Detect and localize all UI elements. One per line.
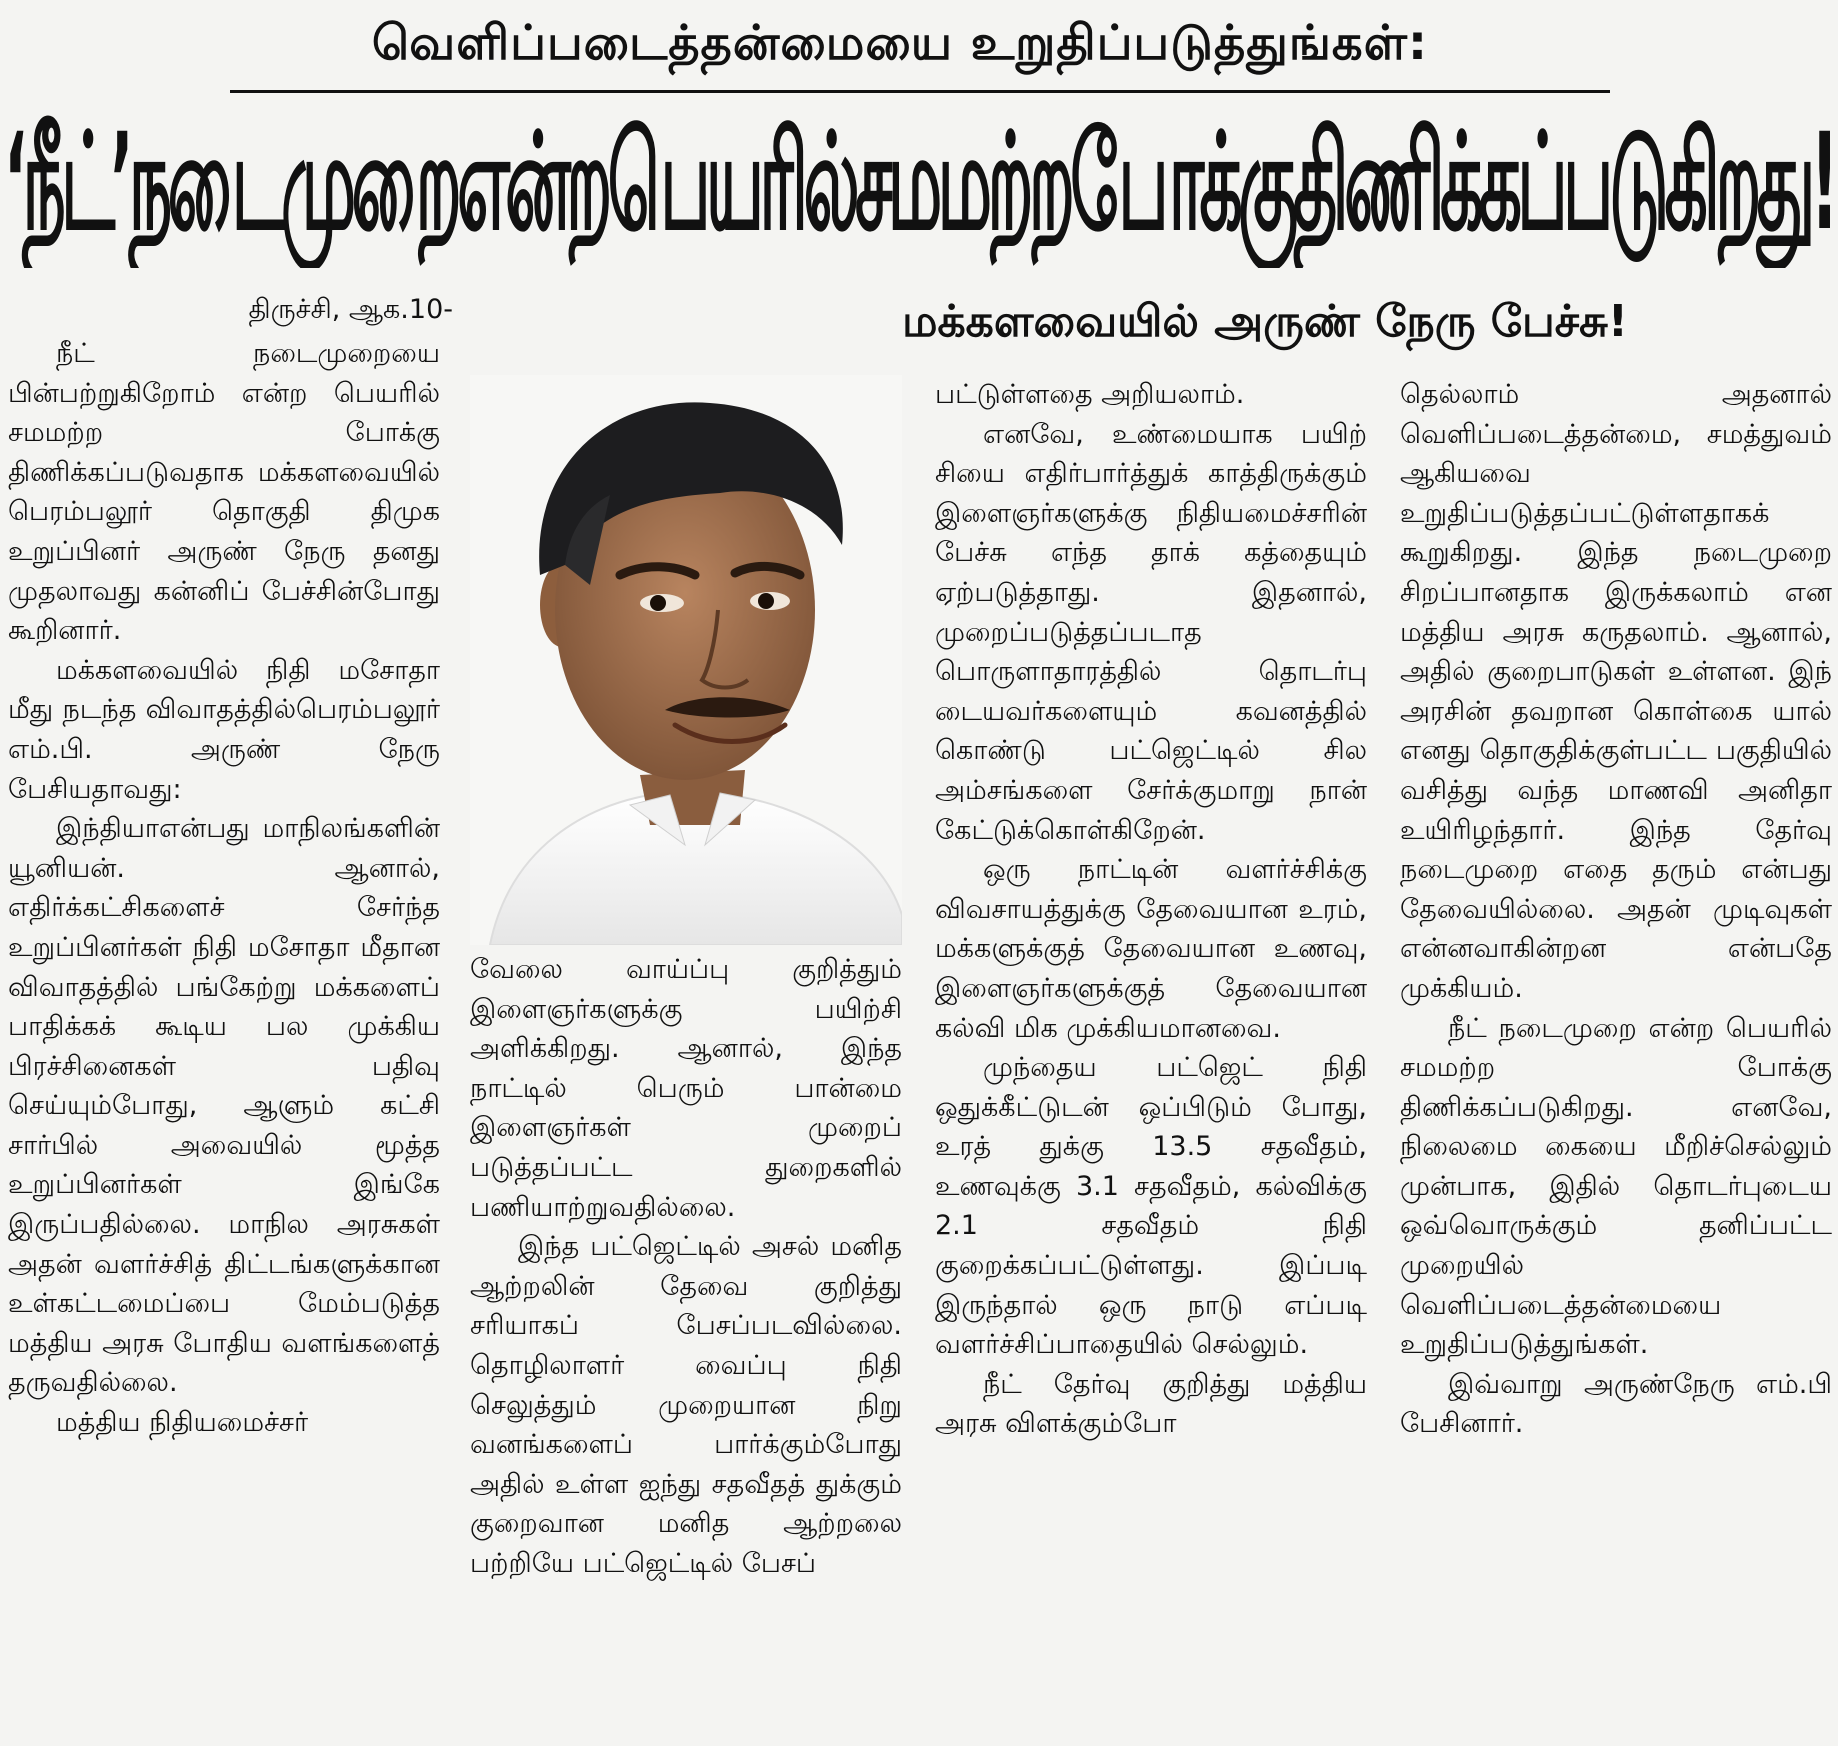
subheadline: மக்களவையில் அருண் நேரு பேச்சு!	[902, 296, 1628, 347]
kicker-underline	[230, 90, 1610, 93]
article-paragraph: பட்டுள்ளதை அறியலாம்.	[935, 379, 1245, 410]
headline-text: ‘நீட்’நடைமுறைஎன்றபெயரில்சமமற்றபோக்குதிணிக்கப்படுகிறது!	[4, 105, 1834, 261]
portrait-photo	[470, 375, 902, 945]
article-paragraph: மக்களவையில் நிதி மசோதா மீது நடந்த விவாதத்தில்பெரம்பலூர் எம்.பி. அருண் நேரு பேசியதாவது:	[8, 654, 440, 805]
article-column-2	[470, 950, 902, 1734]
article-paragraph: வேலை வாய்ப்பு குறித்தும் இளைஞர்களுக்கு பயிற்சி அளிக்கிறது. ஆனால், இந்த நாட்டில் பெரும் பான்மை இளைஞர்கள் முறைப் படுத்தப்பட்ட துறைகளில் பணியாற்றுவதில்லை.	[470, 954, 902, 1223]
article-paragraph: மத்திய நிதியமைச்சர்	[56, 1407, 309, 1439]
article-paragraph: ஒரு நாட்டின் வளர்ச்சிக்கு விவசாயத்துக்கு தேவையான உரம், மக்களுக்குத் தேவையான உணவு, இளைஞர்களுக்குத் தேவையான கல்வி மிக முக்கியமானவை.	[935, 854, 1367, 1044]
kicker-heading: வெளிப்படைத்தன்மையை உறுதிப்படுத்துங்கள்:	[371, 15, 1429, 71]
article-paragraph: தெல்லாம் அதனால் வெளிப்படைத்தன்மை, சமத்துவம் ஆகியவை உறுதிப்படுத்தப்பட்டுள்ளதாகக் கூறுகிறது. இந்த நடைமுறை சிறப்பானதாக இருக்கலாம் என மத்திய அரசு கருதலாம். ஆனால், அதில் குறைபாடுகள் உள்ளன. இந் அரசின் தவறான கொள்கை யால் எனது தொகுதிக்குள்பட்ட பகுதியில் வசித்து வந்த மாணவி அனிதா உயிரிழந்தார். இந்த தேர்வு நடைமுறை எதை தரும் என்பது தேவையில்லை. அதன் முடிவுகள் என்னவாகின்றன என்பதே முக்கியம்.	[1400, 379, 1832, 1004]
portrait-illustration	[470, 375, 902, 945]
article-paragraph: இவ்வாறு அருண்நேரு எம்.பி பேசினார்.	[1400, 1368, 1832, 1440]
article-paragraph: நீட் நடைமுறையை பின்பற்றுகிறோம் என்ற பெயரில் சமமற்ற போக்கு திணிக்கப்படுவதாக மக்களவையில் பெரம்பலூர் தொகுதி திமுக உறுப்பினர் அருண் நேரு தனது முதலாவது கன்னிப் பேச்சின்போது கூறினார்.	[8, 338, 440, 647]
article-column-4	[1400, 375, 1832, 1735]
article-paragraph: முந்தைய பட்ஜெட் நிதி ஒதுக்கீட்டுடன் ஒப்பிடும் போது, உரத் துக்கு 13.5 சதவீதம், உணவுக்கு 3.1 சதவீதம், கல்விக்கு 2.1 சதவீதம் நிதி குறைக்கப்பட்டுள்ளது. இப்படி இருந்தால் ஒரு நாடு எப்படி வளர்ச்சிப்பாதையில் செல்லும்.	[935, 1052, 1367, 1361]
article-column-3	[935, 375, 1367, 1735]
headline	[4, 98, 1834, 268]
article-paragraph: எனவே, உண்மையாக பயிற் சியை எதிர்பார்த்துக் காத்திருக்கும் இளைஞர்களுக்கு நிதியமைச்சரின் பேச்சு எந்த தாக் கத்தையும் ஏற்படுத்தாது. இதனால், முறைப்படுத்தப்படாத பொருளாதாரத்தில் தொடர்பு டையவர்களையும் கவனத்தில் கொண்டு பட்ஜெட்டில் சில அம்சங்களை சேர்க்குமாறு நான் கேட்டுக்கொள்கிறேன்.	[935, 418, 1367, 846]
article-paragraph: இந்தியாஎன்பது மாநிலங்களின் யூனியன். ஆனால், எதிர்க்கட்சிகளைச் சேர்ந்த உறுப்பினர்கள் நிதி மசோதா மீதான விவாதத்தில் பங்கேற்று மக்களைப் பாதிக்கக் கூடிய பல முக்கிய பிரச்சினைகள் பதிவு செய்யும்போது, ஆளும் கட்சி சார்பில் அவையில் மூத்த உறுப்பினர்கள் இங்கே இருப்பதில்லை. மாநில அரசுகள் அதன் வளர்ச்சித் திட்டங்களுக்கான உள்கட்டமைப்பை மேம்படுத்த மத்திய அரசு போதிய வளங்களைத் தருவதில்லை.	[8, 813, 440, 1399]
article-column-1	[8, 334, 440, 1734]
article-paragraph: இந்த பட்ஜெட்டில் அசல் மனித ஆற்றலின் தேவை குறித்து சரியாகப் பேசப்படவில்லை. தொழிலாளர் வைப்பு நிதி செலுத்தும் முறையான நிறு வனங்களைப் பார்க்கும்போது அதில் உள்ள ஐந்து சதவீதத் துக்கும் குறைவான மனித ஆற்றலை பற்றியே பட்ஜெட்டில் பேசப்	[470, 1231, 902, 1579]
article-paragraph: நீட் தேர்வு குறித்து மத்திய அரசு விளக்கும்போ	[935, 1368, 1367, 1440]
dateline: திருச்சி, ஆக.10-	[248, 294, 453, 325]
article-paragraph: நீட் நடைமுறை என்ற பெயரில் சமமற்ற போக்கு திணிக்கப்படுகிறது. எனவே, நிலைமை கையை மீறிச்செல்லும் முன்பாக, இதில் தொடர்புடைய ஒவ்வொருக்கும் தனிப்பட்ட முறையில் வெளிப்படைத்தன்மையை உறுதிப்படுத்துங்கள்.	[1400, 1012, 1832, 1361]
